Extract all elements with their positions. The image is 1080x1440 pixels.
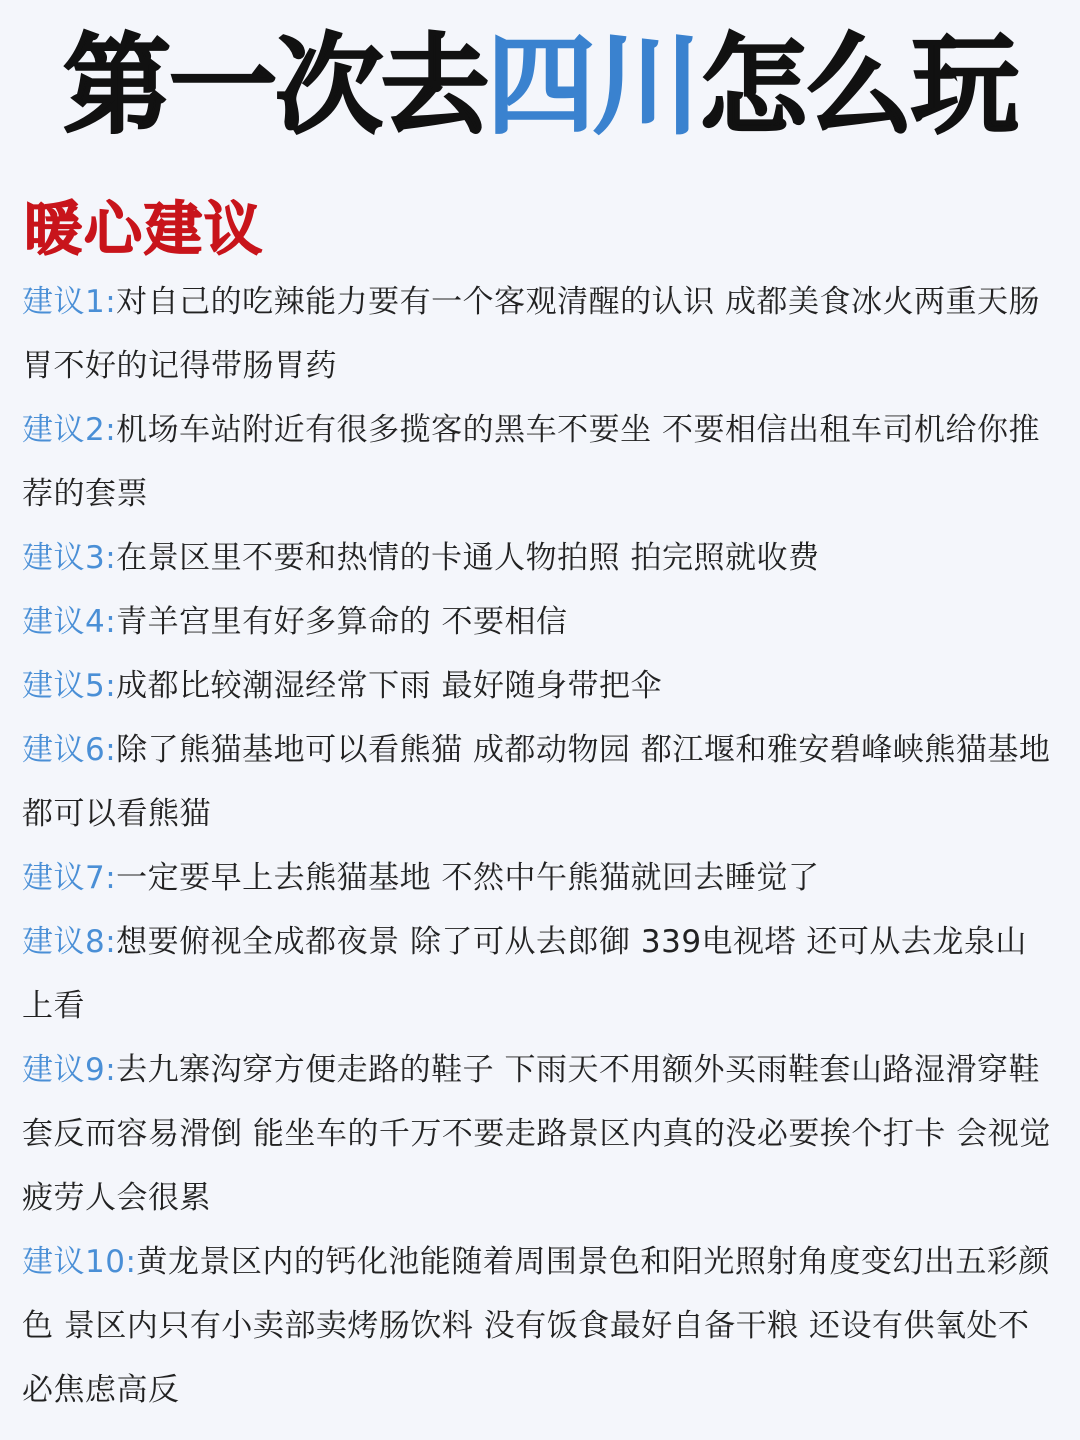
tip-item: [22, 590, 1058, 654]
tip-text: 一定要早上去熊猫基地 不然中午熊猫就回去睡觉了: [116, 860, 820, 896]
tip-text: 除了熊猫基地可以看熊猫 成都动物园 都江堰和雅安碧峰峡熊猫基地都可以看熊猫: [22, 732, 1051, 832]
tip-label: 建议4:: [22, 604, 117, 640]
tip-label: 建议5:: [22, 668, 117, 704]
tip-label: 建议10:: [22, 1244, 137, 1280]
tip-item: [22, 270, 1058, 398]
tip-text: 在景区里不要和热情的卡通人物拍照 拍完照就收费: [116, 540, 820, 576]
tip-label: 建议8:: [22, 924, 117, 960]
tip-text: 黄龙景区内的钙化池能随着周围景色和阳光照射角度变幻出五彩颜色 景区内只有小卖部卖烤肠饮料 没有饭食最好自备干粮 还设有供氧处不必焦虑高反: [22, 1244, 1050, 1408]
tip-item: [22, 526, 1058, 590]
tip-item: [22, 846, 1058, 910]
tip-text: 成都比较潮湿经常下雨 最好随身带把伞: [116, 668, 663, 704]
tip-label: 建议9:: [22, 1052, 117, 1088]
tip-label: 建议3:: [22, 540, 117, 576]
tip-item: [22, 398, 1058, 526]
tip-label: 建议1:: [22, 284, 117, 320]
tip-item: [22, 910, 1058, 1038]
tip-text: 机场车站附近有很多揽客的黑车不要坐 不要相信出租车司机给你推荐的套票: [22, 412, 1041, 512]
tip-text: 对自己的吃辣能力要有一个客观清醒的认识 成都美食冰火两重天肠胃不好的记得带肠胃药: [22, 284, 1041, 384]
tip-item: [22, 1038, 1058, 1230]
section-heading: 暖心建议: [24, 195, 265, 263]
tip-item: [22, 1230, 1058, 1422]
tip-label: 建议7:: [22, 860, 117, 896]
tip-label: 建议6:: [22, 732, 117, 768]
tip-label: 建议2:: [22, 412, 117, 448]
tip-text: 去九寨沟穿方便走路的鞋子 下雨天不用额外买雨鞋套山路湿滑穿鞋套反而容易滑倒 能坐车的千万不要走路景区内真的没必要挨个打卡 会视觉疲劳人会很累: [22, 1052, 1051, 1216]
tip-text: 青羊宫里有好多算命的 不要相信: [116, 604, 568, 640]
title-prefix: 第一次去: [62, 24, 487, 149]
title-highlight-sichuan: 四川: [486, 24, 699, 149]
page-title: [22, 0, 1058, 152]
tip-item: [22, 654, 1058, 718]
tips-list: [22, 270, 1058, 1422]
tip-item: [22, 718, 1058, 846]
title-suffix: 怎么玩: [699, 24, 1018, 149]
tip-text: 想要俯视全成都夜景 除了可从去郎御 339电视塔 还可从去龙泉山上看: [22, 924, 1027, 1024]
